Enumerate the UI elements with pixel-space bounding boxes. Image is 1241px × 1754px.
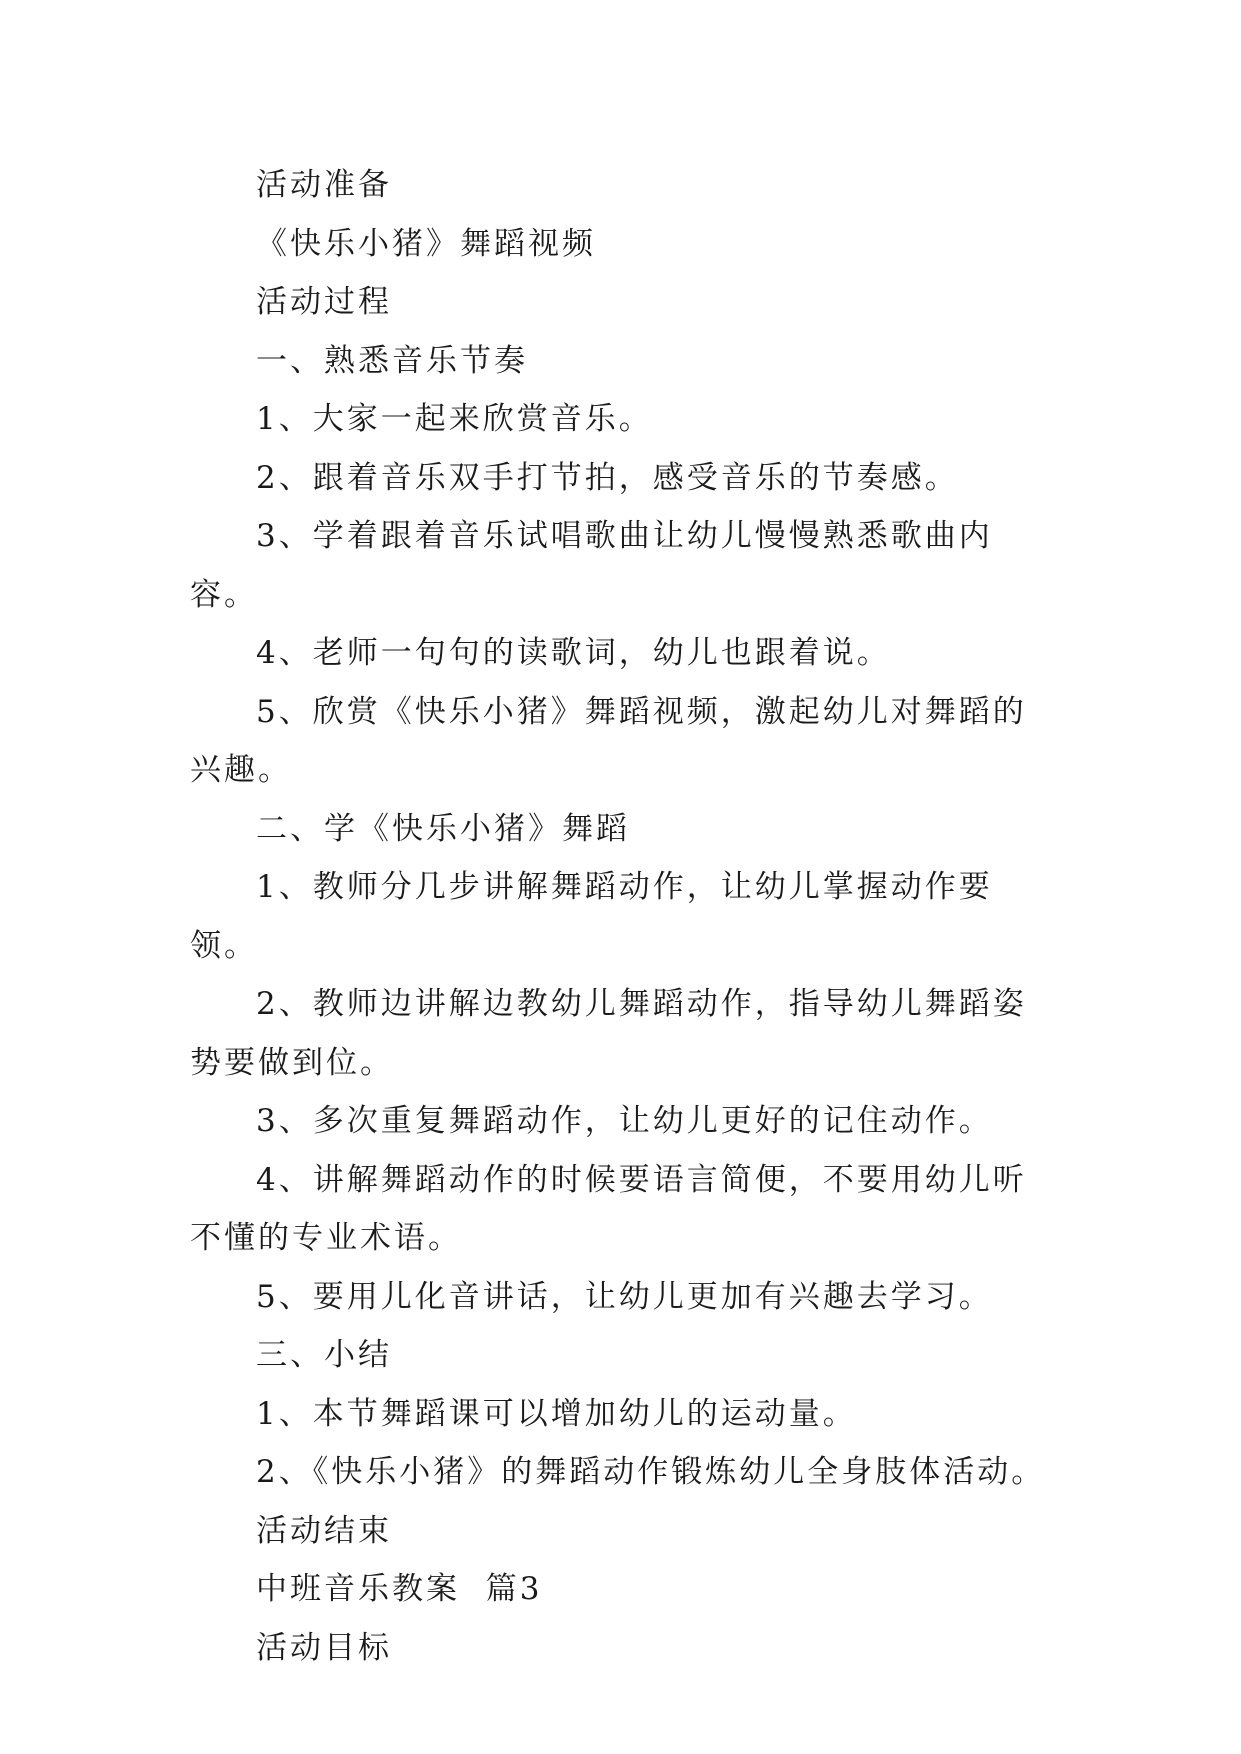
section-heading-preparation: 活动准备 <box>256 167 392 203</box>
list-item: 1、大家一起来欣赏音乐。 <box>256 401 653 437</box>
section-heading-goals: 活动目标 <box>256 1629 392 1666</box>
list-item: 1、本节舞蹈课可以增加幼儿的运动量。 <box>256 1395 857 1432</box>
subheading-three: 三、小结 <box>256 1337 392 1373</box>
list-item: 2、《快乐小猪》的舞蹈动作锻炼幼儿全身肢体活动。 <box>256 1454 1046 1490</box>
list-item: 2、跟着音乐双手打节拍，感受音乐的节奏感。 <box>256 459 959 496</box>
list-item: 3、学着跟着音乐试唱歌曲让幼儿慢慢熟悉歌曲内容。 <box>190 518 993 613</box>
lesson-title: 中班音乐教案 篇3 <box>256 1571 543 1607</box>
paragraph: 《快乐小猪》舞蹈视频 <box>256 225 596 262</box>
subheading-two: 二、学《快乐小猪》舞蹈 <box>256 810 630 847</box>
list-item: 5、欣赏《快乐小猪》舞蹈视频，激起幼儿对舞蹈的兴趣。 <box>190 693 1027 788</box>
subheading-one: 一、熟悉音乐节奏 <box>256 342 528 379</box>
list-item: 2、教师边讲解边教幼儿舞蹈动作，指导幼儿舞蹈姿势要做到位。 <box>190 986 1027 1081</box>
section-heading-process: 活动过程 <box>256 284 392 320</box>
list-item: 1、教师分几步讲解舞蹈动作，让幼儿掌握动作要领。 <box>190 869 993 964</box>
list-item: 4、老师一句句的读歌词，幼儿也跟着说。 <box>256 635 891 671</box>
list-item: 4、讲解舞蹈动作的时候要语言简便，不要用幼儿听不懂的专业术语。 <box>190 1161 1027 1256</box>
list-item: 3、多次重复舞蹈动作，让幼儿更好的记住动作。 <box>256 1103 993 1139</box>
section-heading-end: 活动结束 <box>256 1512 392 1549</box>
list-item: 5、要用儿化音讲话，让幼儿更加有兴趣去学习。 <box>256 1278 993 1315</box>
document-body <box>190 156 1050 1677</box>
